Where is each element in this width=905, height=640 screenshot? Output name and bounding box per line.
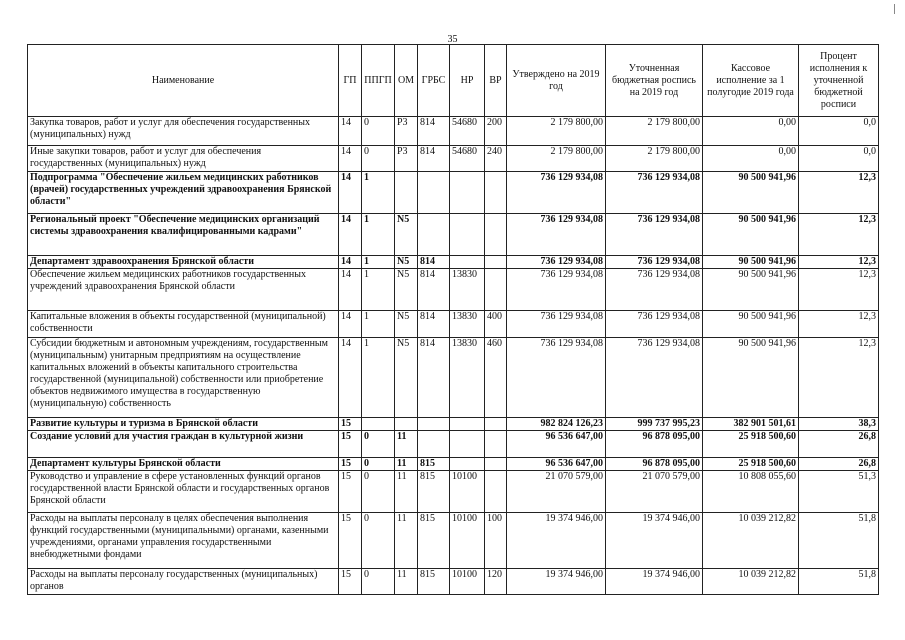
cell-om: 11 — [395, 458, 418, 471]
cell-approved: 19 374 946,00 — [507, 569, 606, 595]
cell-om: N5 — [395, 214, 418, 256]
header-vr: ВР — [485, 45, 507, 117]
cell-refined: 736 129 934,08 — [606, 311, 703, 338]
cell-np — [450, 256, 485, 269]
cell-name: Руководство и управление в сфере установленных функций органов государственной власти Брянской области и государственных органов Брянской области — [28, 471, 339, 513]
cell-np — [450, 431, 485, 458]
cell-grbs — [418, 431, 450, 458]
cell-om: N5 — [395, 311, 418, 338]
cell-cash: 0,00 — [703, 117, 799, 146]
header-approved: Утверждено на 2019 год — [507, 45, 606, 117]
cell-ppgp: 0 — [362, 513, 395, 569]
cell-percent: 51,3 — [799, 471, 879, 513]
cell-np: 13830 — [450, 269, 485, 311]
cell-refined: 736 129 934,08 — [606, 172, 703, 214]
cell-cash: 90 500 941,96 — [703, 338, 799, 418]
cell-percent: 0,0 — [799, 117, 879, 146]
cell-percent: 0,0 — [799, 146, 879, 172]
page-number: 35 — [447, 34, 458, 45]
cell-np: 54680 — [450, 117, 485, 146]
cell-gp: 14 — [339, 269, 362, 311]
cell-vr: 200 — [485, 117, 507, 146]
cell-om: N5 — [395, 338, 418, 418]
cell-name: Развитие культуры и туризма в Брянской области — [28, 418, 339, 431]
cell-name: Расходы на выплаты персоналу в целях обеспечения выполнения функций государственными (муниципальными) органами, казенными учреждениями, органами управления государственными внебюджетными фондами — [28, 513, 339, 569]
cell-approved: 982 824 126,23 — [507, 418, 606, 431]
cell-percent: 26,8 — [799, 458, 879, 471]
cell-refined: 736 129 934,08 — [606, 269, 703, 311]
cell-np — [450, 418, 485, 431]
header-np: НР — [450, 45, 485, 117]
cell-gp: 15 — [339, 431, 362, 458]
budget-table — [27, 44, 879, 595]
header-om: ОМ — [395, 45, 418, 117]
cell-cash: 25 918 500,60 — [703, 431, 799, 458]
cell-gp: 15 — [339, 458, 362, 471]
cell-gp: 14 — [339, 172, 362, 214]
cell-vr: 240 — [485, 146, 507, 172]
cell-name: Подпрограмма "Обеспечение жильем медицинских работников (врачей) государственных учреждений здравоохранения Брянской области" — [28, 172, 339, 214]
cell-refined: 96 878 095,00 — [606, 431, 703, 458]
cell-om: 11 — [395, 431, 418, 458]
cell-grbs: 814 — [418, 269, 450, 311]
table-row — [28, 338, 879, 418]
cell-np: 54680 — [450, 146, 485, 172]
cell-approved: 736 129 934,08 — [507, 269, 606, 311]
cell-grbs: 814 — [418, 256, 450, 269]
cell-ppgp: 1 — [362, 311, 395, 338]
cell-grbs: 815 — [418, 458, 450, 471]
table-row — [28, 458, 879, 471]
cell-name: Обеспечение жильем медицинских работников государственных учреждений здравоохранения Брянской области — [28, 269, 339, 311]
cell-cash: 25 918 500,60 — [703, 458, 799, 471]
table-row — [28, 431, 879, 458]
cell-vr — [485, 431, 507, 458]
cell-approved: 736 129 934,08 — [507, 172, 606, 214]
cell-approved: 736 129 934,08 — [507, 214, 606, 256]
cell-om: P3 — [395, 146, 418, 172]
cell-np — [450, 458, 485, 471]
cell-grbs: 815 — [418, 471, 450, 513]
cell-vr — [485, 458, 507, 471]
cell-vr: 120 — [485, 569, 507, 595]
cell-ppgp: 1 — [362, 214, 395, 256]
cell-gp: 14 — [339, 117, 362, 146]
header-grbs: ГРБС — [418, 45, 450, 117]
cell-grbs: 815 — [418, 513, 450, 569]
cell-cash: 382 901 501,61 — [703, 418, 799, 431]
header-gp: ГП — [339, 45, 362, 117]
cell-ppgp: 0 — [362, 458, 395, 471]
cell-percent: 12,3 — [799, 256, 879, 269]
cell-ppgp: 0 — [362, 117, 395, 146]
cell-grbs: 814 — [418, 117, 450, 146]
table-row — [28, 117, 879, 146]
cell-percent: 12,3 — [799, 311, 879, 338]
table-row — [28, 256, 879, 269]
cell-vr — [485, 418, 507, 431]
cell-om: P3 — [395, 117, 418, 146]
cell-approved: 736 129 934,08 — [507, 311, 606, 338]
cell-om: 11 — [395, 569, 418, 595]
cell-name: Иные закупки товаров, работ и услуг для обеспечения государственных (муниципальных) нужд — [28, 146, 339, 172]
cell-gp: 15 — [339, 569, 362, 595]
cell-ppgp: 0 — [362, 569, 395, 595]
cell-refined: 999 737 995,23 — [606, 418, 703, 431]
cell-ppgp: 0 — [362, 471, 395, 513]
cell-grbs — [418, 418, 450, 431]
cell-np: 10100 — [450, 471, 485, 513]
cell-refined: 736 129 934,08 — [606, 338, 703, 418]
table-row — [28, 513, 879, 569]
cell-np: 13830 — [450, 311, 485, 338]
header-refined: Уточненная бюджетная роспись на 2019 год — [606, 45, 703, 117]
table-row — [28, 269, 879, 311]
cell-ppgp: 1 — [362, 338, 395, 418]
cell-gp: 14 — [339, 311, 362, 338]
header-percent: Процент исполнения к уточненной бюджетной росписи — [799, 45, 879, 117]
cell-cash: 10 039 212,82 — [703, 513, 799, 569]
header-name: Наименование — [28, 45, 339, 117]
cell-vr: 100 — [485, 513, 507, 569]
cell-ppgp — [362, 418, 395, 431]
cell-cash: 90 500 941,96 — [703, 172, 799, 214]
cell-percent: 12,3 — [799, 338, 879, 418]
cell-vr: 460 — [485, 338, 507, 418]
header-cash: Кассовое исполнение за 1 полугодие 2019 года — [703, 45, 799, 117]
cell-ppgp: 0 — [362, 431, 395, 458]
cell-gp: 14 — [339, 214, 362, 256]
cell-np: 10100 — [450, 569, 485, 595]
table-body — [28, 117, 879, 595]
table-row — [28, 471, 879, 513]
cell-name: Капитальные вложения в объекты государственной (муниципальной) собственности — [28, 311, 339, 338]
cell-gp: 14 — [339, 146, 362, 172]
cell-vr — [485, 256, 507, 269]
cell-percent: 12,3 — [799, 214, 879, 256]
cell-ppgp: 1 — [362, 256, 395, 269]
cell-refined: 19 374 946,00 — [606, 569, 703, 595]
cell-approved: 736 129 934,08 — [507, 256, 606, 269]
cell-cash: 0,00 — [703, 146, 799, 172]
cell-name: Департамент культуры Брянской области — [28, 458, 339, 471]
cell-grbs — [418, 214, 450, 256]
cell-cash: 90 500 941,96 — [703, 311, 799, 338]
cell-approved: 96 536 647,00 — [507, 458, 606, 471]
cell-refined: 19 374 946,00 — [606, 513, 703, 569]
cell-grbs: 815 — [418, 569, 450, 595]
cell-name: Создание условий для участия граждан в культурной жизни — [28, 431, 339, 458]
cell-refined: 736 129 934,08 — [606, 214, 703, 256]
cell-refined: 2 179 800,00 — [606, 117, 703, 146]
cell-vr — [485, 269, 507, 311]
cell-gp: 15 — [339, 513, 362, 569]
cell-vr — [485, 471, 507, 513]
cell-om — [395, 172, 418, 214]
cell-name: Региональный проект "Обеспечение медицинских организаций системы здравоохранения квалифицированными кадрами" — [28, 214, 339, 256]
cell-approved: 2 179 800,00 — [507, 117, 606, 146]
cell-gp: 15 — [339, 471, 362, 513]
cell-approved: 96 536 647,00 — [507, 431, 606, 458]
cell-approved: 2 179 800,00 — [507, 146, 606, 172]
cell-grbs — [418, 172, 450, 214]
cell-name: Департамент здравоохранения Брянской области — [28, 256, 339, 269]
cell-om: N5 — [395, 256, 418, 269]
cell-approved: 736 129 934,08 — [507, 338, 606, 418]
cell-np — [450, 172, 485, 214]
cell-refined: 96 878 095,00 — [606, 458, 703, 471]
table-row — [28, 569, 879, 595]
cell-ppgp: 0 — [362, 146, 395, 172]
header-ppgp: ППГП — [362, 45, 395, 117]
edge-mark — [894, 4, 895, 14]
cell-percent: 38,3 — [799, 418, 879, 431]
cell-gp: 14 — [339, 338, 362, 418]
cell-ppgp: 1 — [362, 269, 395, 311]
table-row — [28, 311, 879, 338]
table-row — [28, 172, 879, 214]
cell-refined: 2 179 800,00 — [606, 146, 703, 172]
cell-percent: 12,3 — [799, 269, 879, 311]
cell-cash: 90 500 941,96 — [703, 269, 799, 311]
cell-refined: 736 129 934,08 — [606, 256, 703, 269]
table-row — [28, 214, 879, 256]
cell-cash: 10 039 212,82 — [703, 569, 799, 595]
cell-np: 10100 — [450, 513, 485, 569]
cell-vr — [485, 214, 507, 256]
cell-cash: 90 500 941,96 — [703, 214, 799, 256]
cell-name: Субсидии бюджетным и автономным учреждениям, государственным (муниципальным) унитарным предприятиям на осуществление капитальных вложений в объекты капитального строительства государственной (муниципальной) собственности или приобретение объектов недвижимого имущества в государственную (муниципальную) собственность — [28, 338, 339, 418]
cell-gp: 15 — [339, 418, 362, 431]
cell-approved: 19 374 946,00 — [507, 513, 606, 569]
cell-cash: 90 500 941,96 — [703, 256, 799, 269]
cell-approved: 21 070 579,00 — [507, 471, 606, 513]
cell-name: Закупка товаров, работ и услуг для обеспечения государственных (муниципальных) нужд — [28, 117, 339, 146]
cell-np: 13830 — [450, 338, 485, 418]
cell-ppgp: 1 — [362, 172, 395, 214]
cell-om: N5 — [395, 269, 418, 311]
cell-gp: 14 — [339, 256, 362, 269]
cell-om: 11 — [395, 513, 418, 569]
table-row — [28, 146, 879, 172]
cell-om — [395, 418, 418, 431]
cell-grbs: 814 — [418, 338, 450, 418]
cell-percent: 51,8 — [799, 513, 879, 569]
header-row — [28, 45, 879, 117]
cell-grbs: 814 — [418, 146, 450, 172]
cell-cash: 10 808 055,60 — [703, 471, 799, 513]
cell-percent: 51,8 — [799, 569, 879, 595]
cell-om: 11 — [395, 471, 418, 513]
cell-vr — [485, 172, 507, 214]
cell-name: Расходы на выплаты персоналу государственных (муниципальных) органов — [28, 569, 339, 595]
cell-vr: 400 — [485, 311, 507, 338]
cell-refined: 21 070 579,00 — [606, 471, 703, 513]
table-row — [28, 418, 879, 431]
cell-grbs: 814 — [418, 311, 450, 338]
cell-percent: 12,3 — [799, 172, 879, 214]
cell-np — [450, 214, 485, 256]
cell-percent: 26,8 — [799, 431, 879, 458]
